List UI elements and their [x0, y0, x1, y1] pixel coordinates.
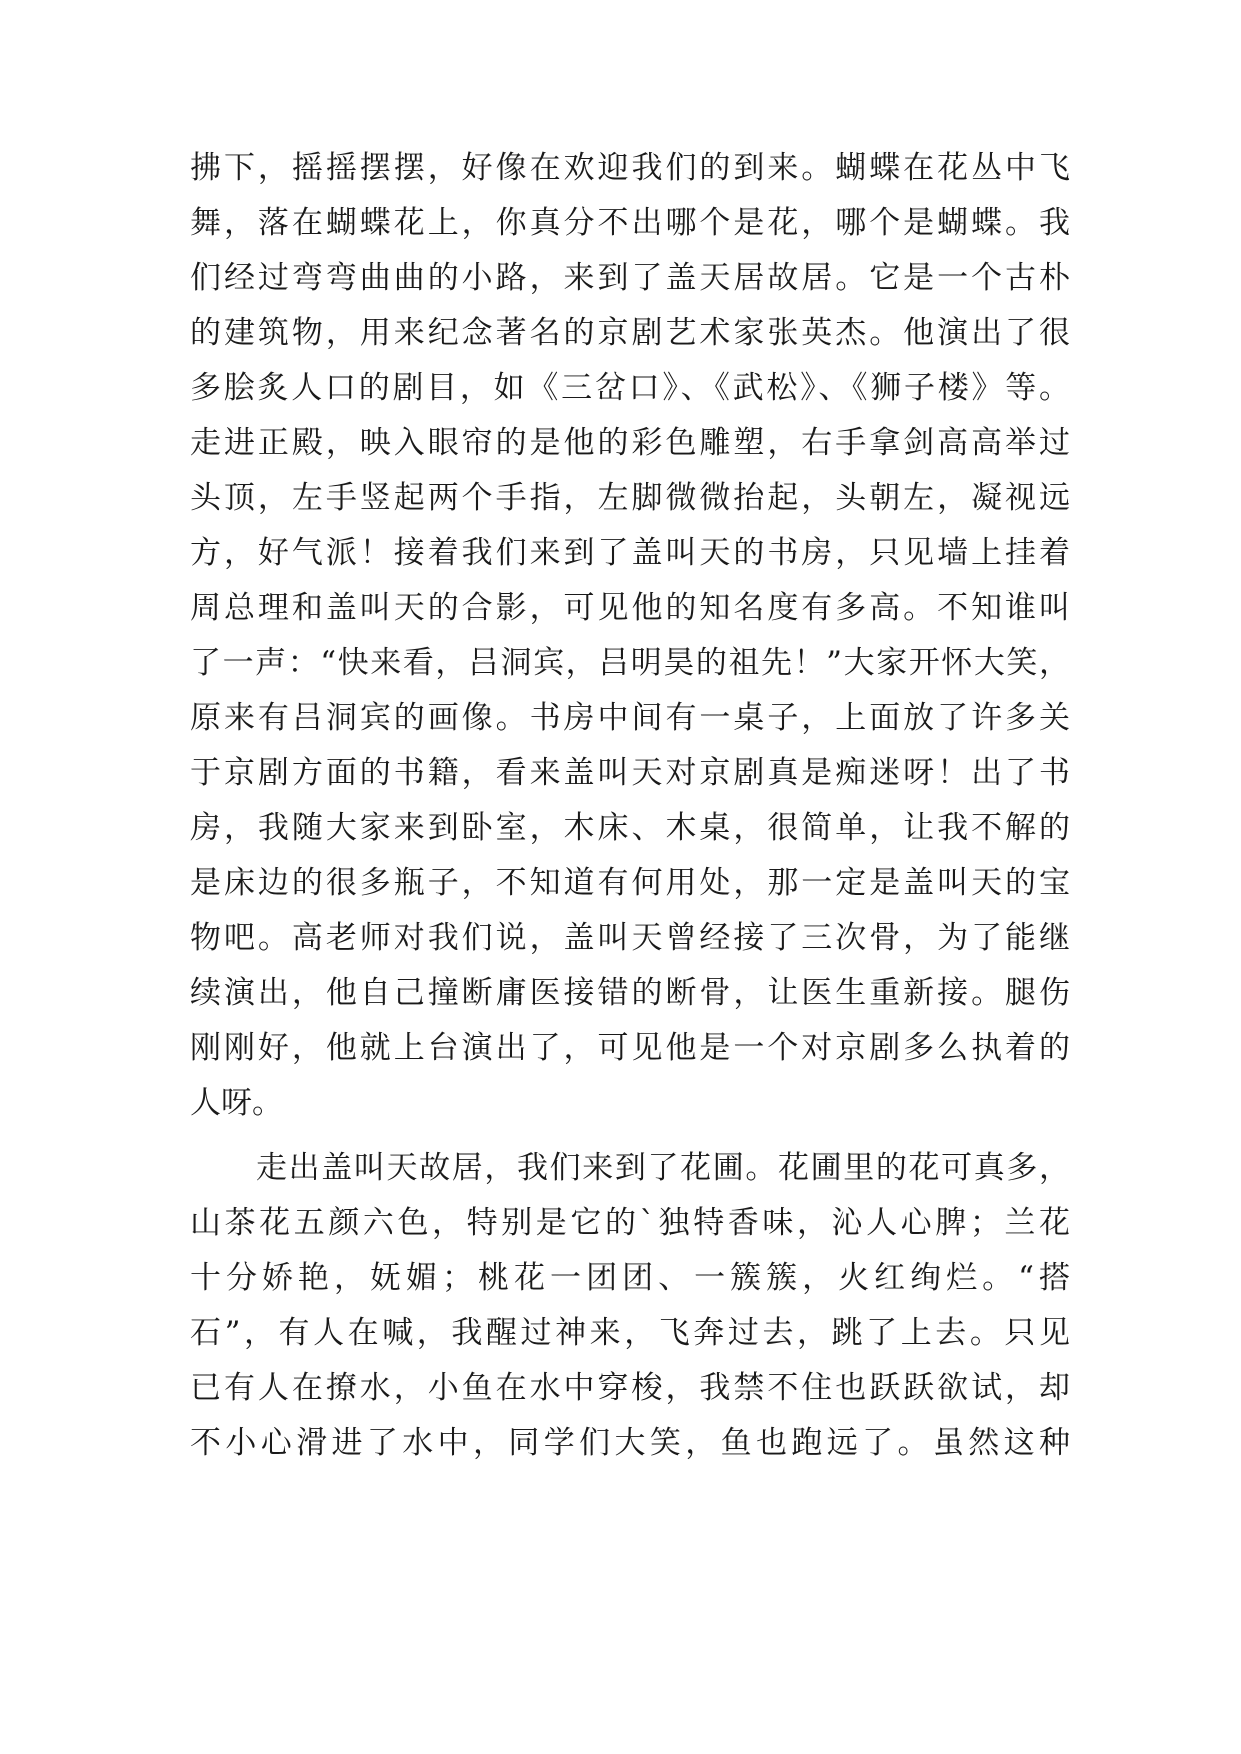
text-line: 周总理和盖叫天的合影，可见他的知名度有多高。不知谁叫	[190, 590, 1070, 626]
text-line: 拂下，摇摇摆摆，好像在欢迎我们的到来。蝴蝶在花丛中飞	[190, 150, 1070, 186]
text-line: 的建筑物，用来纪念著名的京剧艺术家张英杰。他演出了很	[190, 315, 1070, 351]
text-line: 刚刚好，他就上台演出了，可见他是一个对京剧多么执着的	[190, 1030, 1070, 1066]
text-line: 于京剧方面的书籍，看来盖叫天对京剧真是痴迷呀！出了书	[190, 755, 1070, 791]
text-line: 多脍炙人口的剧目，如《三岔口》、《武松》、《狮子楼》等。	[190, 370, 1070, 406]
text-line: 们经过弯弯曲曲的小路，来到了盖天居故居。它是一个古朴	[190, 260, 1070, 296]
text-line: 原来有吕洞宾的画像。书房中间有一桌子，上面放了许多关	[190, 700, 1070, 736]
text-line: 舞，落在蝴蝶花上，你真分不出哪个是花，哪个是蝴蝶。我	[190, 205, 1070, 241]
text-line: 走进正殿，映入眼帘的是他的彩色雕塑，右手拿剑高高举过	[190, 425, 1070, 461]
text-line: 已有人在撩水，小鱼在水中穿梭，我禁不住也跃跃欲试，却	[190, 1370, 1070, 1406]
text-line: 山茶花五颜六色，特别是它的`独特香味，沁人心脾；兰花	[190, 1205, 1070, 1241]
text-line: 人呀。	[190, 1085, 283, 1121]
text-line: 不小心滑进了水中，同学们大笑，鱼也跑远了。虽然这种	[190, 1425, 1070, 1461]
text-line: 续演出，他自己撞断庸医接错的断骨，让医生重新接。腿伤	[190, 975, 1070, 1011]
text-line: 石”，有人在喊，我醒过神来，飞奔过去，跳了上去。只见	[190, 1315, 1070, 1351]
text-line: 房，我随大家来到卧室，木床、木桌，很简单，让我不解的	[190, 810, 1070, 846]
text-line: 了一声：“快来看，吕洞宾，吕明昊的祖先！”大家开怀大笑，	[190, 645, 1070, 681]
text-line: 是床边的很多瓶子，不知道有何用处，那一定是盖叫天的宝	[190, 865, 1070, 901]
text-line: 走出盖叫天故居，我们来到了花圃。花圃里的花可真多，	[256, 1150, 1070, 1186]
text-line: 头顶，左手竖起两个手指，左脚微微抬起，头朝左，凝视远	[190, 480, 1070, 516]
text-line: 十分娇艳，妩媚；桃花一团团、一簇簇，火红绚烂。“搭	[190, 1260, 1070, 1296]
text-line: 方，好气派！接着我们来到了盖叫天的书房，只见墙上挂着	[190, 535, 1070, 571]
text-line: 物吧。高老师对我们说，盖叫天曾经接了三次骨，为了能继	[190, 920, 1070, 956]
